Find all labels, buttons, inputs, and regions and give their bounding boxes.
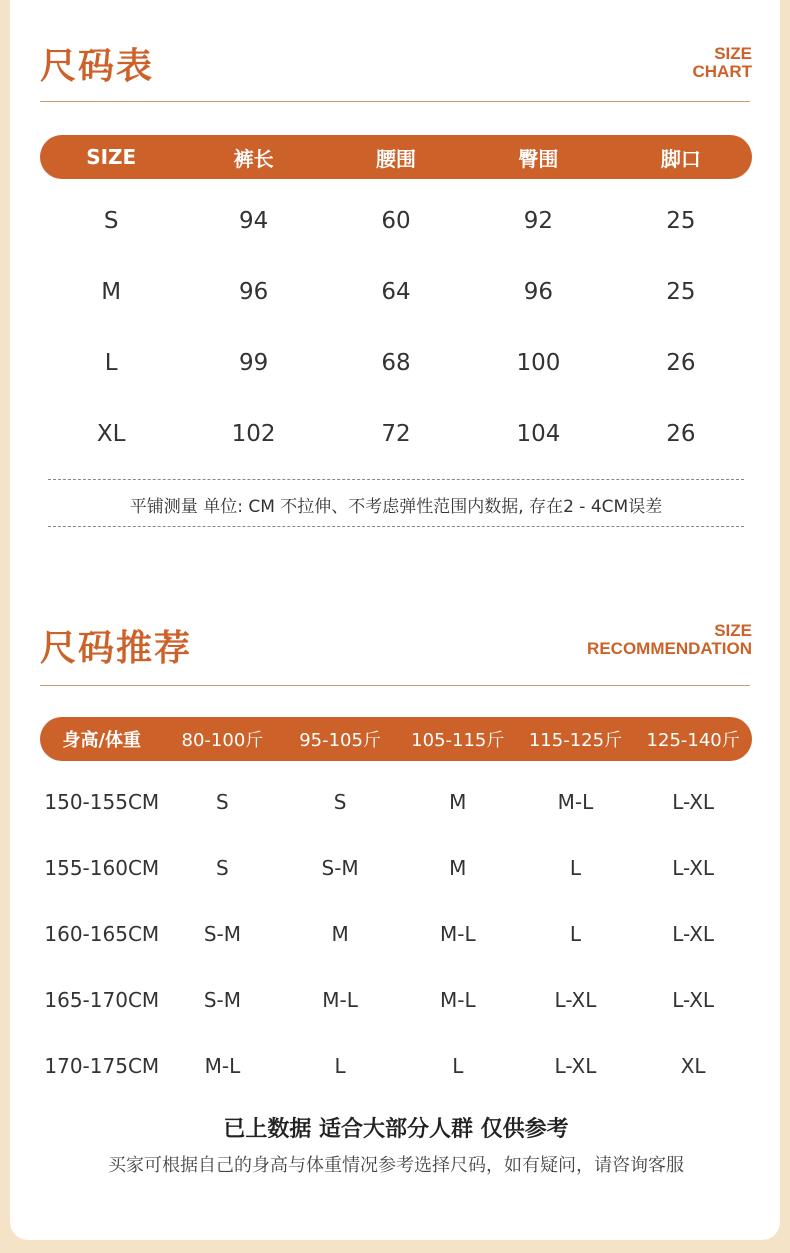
header-cell: SIZE (86, 145, 137, 169)
header-cell: 臀围 (518, 146, 559, 171)
header-cell: 125-140斤 (646, 730, 740, 751)
table-row: 165-170CM S-M M-L M-L L-XL L-XL (44, 988, 715, 1012)
size-recommendation-header (40, 717, 752, 761)
table-row: L 99 68 100 26 (104, 349, 696, 376)
size-chart-title: 尺码表 (40, 46, 155, 87)
header-cell: 腰围 (376, 146, 417, 171)
table-row: 155-160CM S S-M M L L-XL (44, 856, 715, 880)
size-recommendation-title-en: SIZE RECOMMENDATION (587, 621, 752, 658)
measurement-note: 平铺测量 单位: CM 不拉伸、不考虑弹性范围内数据, 存在2 - 4CM误差 (129, 497, 663, 517)
dashed-divider (48, 479, 744, 480)
section-divider (40, 101, 750, 102)
header-cell: 95-105斤 (299, 730, 381, 751)
content-card (10, 0, 780, 1240)
size-recommendation-table (40, 769, 752, 1099)
disclaimer-heading: 已上数据 适合大部分人群 仅供参考 (223, 1117, 569, 1142)
dashed-divider (48, 526, 744, 527)
header-cell: 脚口 (660, 146, 701, 171)
table-row: 150-155CM S S M M-L L-XL (44, 790, 715, 814)
table-row: M 96 64 96 25 (101, 278, 696, 305)
table-row: 160-165CM S-M M M-L L L-XL (44, 922, 715, 946)
section-divider (40, 685, 750, 686)
header-cell: 身高/体重 (62, 730, 142, 751)
header-cell: 80-100斤 (181, 730, 264, 751)
size-recommendation-title: 尺码推荐 (40, 628, 193, 669)
size-chart-table (40, 185, 752, 469)
header-cell: 105-115斤 (411, 730, 505, 751)
header-cell: 裤长 (233, 146, 274, 171)
table-row: 170-175CM M-L L L L-XL XL (44, 1054, 706, 1078)
header-cell: 115-125斤 (528, 730, 623, 751)
size-chart-header (40, 135, 752, 179)
disclaimer-text: 买家可根据自己的身高与体重情况参考选择尺码，如有疑问，请咨询客服 (108, 1155, 684, 1176)
table-row: S 94 60 92 25 (103, 207, 696, 234)
table-row: XL 102 72 104 26 (96, 420, 696, 447)
size-chart-title-en: SIZE CHART (692, 44, 752, 81)
